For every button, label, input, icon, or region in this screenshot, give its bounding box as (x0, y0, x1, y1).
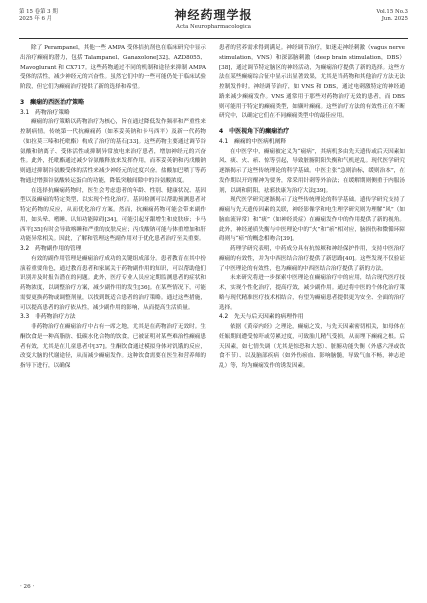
paragraph: 癫痫的治疗策略以药物治疗为核心，旨在通过降低发作频率和严重性来控制病情。传统第一代抗癫痫药（如苯妥英钠和卡马西平）及新一代药物（如拉莫三嗪和托吡酯）构成了治疗的基石[33]。这些药物主要通过调节谷氨酸和钠离子、受体活性或抑制异常放电来治疗患者，增加神经元的兴奋性。此外，托吡酯通过减少谷氨酸释放来发挥作用，而苯妥英钠和丙戊酸钠则通过抑制谷氨酸受体的活性来减少神经元的过度兴奋。盐酸加巴喷丁等药物通过增强谷氨酸转运蛋白的功能，降低突触间隙中的谷氨酸浓度。 (20, 119, 206, 184)
section-heading: 3 癫痫的西医治疗策略 (20, 98, 85, 106)
paragraph: 未来研究将进一步探索中医理论在癫痫治疗中的应用，结合现代医疗技术，实现个性化治疗，提高疗效，减少副作用。通过将中医的个体化治疗策略与现代精准医疗技术相结合，有望为癫痫患者提供更为安全、全面的治疗选择。 (219, 275, 405, 311)
left-column (20, 44, 206, 372)
paragraph: 依据《黄帝内经》之理论，癫痫之发，与先天因素密切相关，如母体在妊娠期间遭受惊吓或劳累过度，可致胎儿精气受损，从而埋下癫痫之根。后天因素，如七情失调（尤其是惊恐和大怒）、脏腑功能失衡（外感六淫或饮食不节）、以及脑部疾病（如外伤瘀血、影响脑髓，导致气血不畅，神志逆乱）等，均为癫痫发作的诱发因素。 (219, 324, 405, 369)
subsection-heading: 3.3 非药物治疗方法 (20, 314, 76, 321)
volume-issue-cn: 第 15 卷第 3 期 (19, 9, 58, 15)
paragraph: 有效的副作用管理是癫痫治疗成功的关键组成部分。患者教育在其中扮演着重要角色，通过教育患者和家属关于药物副作用的知识，可以帮助他们识别并及时报告潜在的问题。此外，医疗专业人员应定期监测患者的症状和药物浓度，以调整治疗方案，减少副作用的发生[36]。在某些情况下，可能需要更换药物或调整剂量，以找到既适合患者的治疗策略。通过这些措施，可以提高患者的治疗依从性，减少副作用的影响，从而提高生活质量。 (20, 255, 206, 311)
paragraph: 患者的营养需求得到满足。神经调节治疗，如迷走神经刺激（vagus nerve stimulation，VNS）和深部脑刺激（deep brain stimulation，DBS）[38]，通过调节特定脑区的神经活动，为癫痫治疗提供了新的选择。这些方法在某些癫痫综合征中显示出显著效果，尤其是当药物和其他治疗方法无法控制发作时。神经调节治疗，如 VNS 和 DBS，通过电刺激特定的神经通路来减少癫痫发作。VNS 通常用于那些对药物治疗无效的患者，而 DBS 则可能用于特定的癫痫类型，如颞叶癫痫。这些治疗方法的有效性正在不断研究中，以确定它们在不同癫痫类型中的最佳应用。 (219, 45, 405, 120)
journal-title-en: Acta Neuropharmacologica (176, 24, 251, 30)
paragraph: 现代医学研究逐渐揭示了这些传统理论的科学基础。遗传学研究支持了癫痫与先天遗传因素的关联，神经影像学和电生理学研究则为理解“风”（如脑血流异常）和“痰”（如神经炎症）在癫痫发作中的作用提供了新的视角。此外，神经递质失衡与中医理论中的“火”和“瘀”相对应，脑损伤和微循环障碍则与“瘀”的概念相吻合[39]。 (219, 197, 405, 243)
header-right (376, 9, 408, 24)
subsection-heading: 3.2 药物副作用的管理 (20, 246, 82, 252)
date-cn: 2025 年 6 月 (19, 16, 53, 23)
section-heading: 4 中医视角下的癫痫治疗 (219, 128, 290, 135)
paragraph: 药理学研究表明，中药成分具有抗惊厥和神经保护作用，支持中医治疗癫痫的有效性，并为中西医结合治疗提供了新思路[40]。这些发现不仅验证了中医理论的有效性，也为癫痫的中西医结合治疗提供了新的方法。 (219, 246, 405, 272)
paragraph: 非药物治疗在癫痫治疗中占有一席之地，尤其是在药物治疗无效时。生酮饮食是一种高脂肪、低碳水化合物的饮食，已被证明对某些难治性癫痫患者有效，尤其是在儿童患者中[37]。生酮饮食通过模拟身体对饥饿的反应，改变大脑的代谢途径，从而减少癫痫发作。这种饮食需要在医生和营养师的指导下进行，以确保 (20, 324, 206, 369)
subsection-heading: 4.1 癫痫的中医病机阐释 (219, 138, 287, 145)
date-en: Jun. 2025 (381, 16, 408, 23)
paragraph: 在中医学中，癫痫被定义为“痫病”，其病机多由先天遗传或后天因素如风、痰、火、瘀、惊等引起，导致脏腑阴阳失衡和气机逆乱。现代医学研究逐渐揭示了这些传统理论的科学基础。中医主张“急则治标，缓则治本”，在发作期以开窍醒神为要务，常采用针刺等外治法；在缓解期则侧重于内服汤剂，以调和阴阳，祛邪扶康为治疗大法[39]。 (219, 148, 405, 194)
paragraph: 除了 Perampanel，其他一些 AMPA 受体拮抗剂也在临床研究中显示出治疗癫痫的潜力，包括 Talampanel、Ganaxolone[32]、AZD8055、Mavoglurant 和 CX717。这些药物通过不同的机制和途径来抑制 AMPA 受体的活性，减少神经元的兴奋性。虽然它们中的一些可能仍处于临床试验阶段，但它们为癫痫治疗提供了新的选择和希望。 (20, 45, 206, 90)
page-number: · 26 · (20, 584, 35, 590)
running-header (19, 8, 408, 39)
volume-issue-en: Vol.15 No.3 (376, 9, 408, 15)
subsection-heading: 3.1 药物治疗策略 (20, 109, 70, 116)
header-center (19, 8, 408, 31)
journal-title-cn: 神经药理学报 (174, 8, 253, 22)
right-column (219, 44, 405, 372)
subsection-heading: 4.2 先天与后天因素的病理作用 (219, 314, 304, 321)
paragraph: 在选择抗癫痫药物时，医生会考虑患者的年龄、性别、健康状况、基因型以及癫痫的特定类型，以实现个性化治疗。基因检测可以帮助预测患者对特定药物的反应，从而优化治疗方案。然而，抗癫痫药物可能会带来副作用，如头晕、嗜睡、认知功能障碍[34]，可能引起牙龈增生和皮肤疹；卡马西平[35]有时会导致喀睡和严重的皮肤反应；丙戊酸钠可能与体重增加和肝功能异常相关。因此，了解和管理这些副作用对于优化患者治疗至关重要。 (20, 187, 206, 243)
